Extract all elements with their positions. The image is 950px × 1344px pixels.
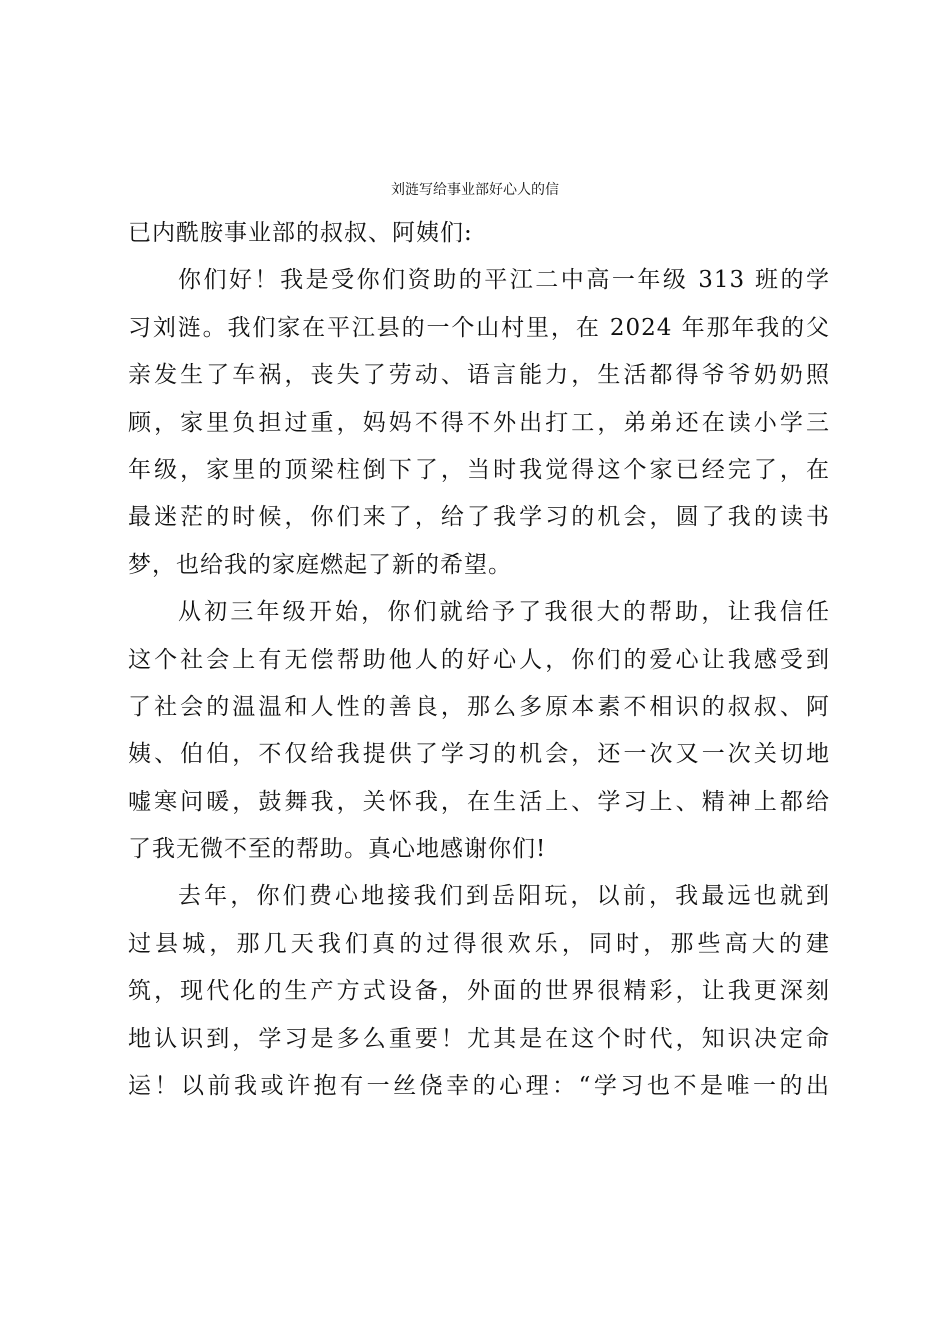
paragraph-line: 嘘寒问暖，鼓舞我，关怀我，在生活上、学习上、精神上都给 [128, 788, 830, 815]
paragraph-2 [128, 589, 830, 873]
letter-title: 刘涟写给事业部好心人的信 [391, 182, 559, 198]
paragraph-line: 最迷茫的时候，你们来了，给了我学习的机会，圆了我的读书 [128, 504, 830, 531]
paragraph-line: 习刘涟。我们家在平江县的一个山村里，在 2024 年那年我的父 [128, 314, 830, 341]
paragraph-line: 运！以前我或许抱有一丝侥幸的心理：“学习也不是唯一的出 [128, 1073, 830, 1100]
letter-body [128, 210, 830, 1110]
paragraph-line: 过县城，那几天我们真的过得很欢乐，同时，那些高大的建 [128, 930, 830, 957]
paragraph-line: 顾，家里负担过重，妈妈不得不外出打工，弟弟还在读小学三 [128, 409, 830, 436]
paragraph-1 [128, 257, 830, 589]
paragraph-line: 这个社会上有无偿帮助他人的好心人，你们的爱心让我感受到 [128, 646, 830, 673]
paragraph-line: 了我无微不至的帮助。真心地感谢你们! [128, 836, 547, 863]
paragraph-line: 梦，也给我的家庭燃起了新的希望。 [128, 551, 512, 578]
paragraph-line: 了社会的温温和人性的善良，那么多原本素不相识的叔叔、阿 [128, 693, 830, 720]
paragraph-line: 年级，家里的顶梁柱倒下了，当时我觉得这个家已经完了，在 [128, 456, 830, 483]
paragraph-line: 亲发生了车祸，丧失了劳动、语言能力，生活都得爷爷奶奶照 [128, 362, 830, 389]
paragraph-3 [128, 873, 830, 1110]
paragraph-line: 去年，你们费心地接我们到岳阳玩，以前，我最远也就到 [178, 883, 830, 910]
paragraph-line: 从初三年级开始，你们就给予了我很大的帮助，让我信任 [178, 599, 830, 626]
paragraph-line: 筑，现代化的生产方式设备，外面的世界很精彩，让我更深刻 [128, 978, 830, 1005]
letter-greeting: 已内酰胺事业部的叔叔、阿姨们: [128, 220, 473, 246]
paragraph-line: 姨、伯伯，不仅给我提供了学习的机会，还一次又一次关切地 [128, 741, 830, 768]
paragraph-line: 你们好！我是受你们资助的平江二中高一年级 313 班的学 [178, 267, 830, 294]
paragraph-line: 地认识到，学习是多么重要！尤其是在这个时代，知识决定命 [128, 1025, 830, 1052]
